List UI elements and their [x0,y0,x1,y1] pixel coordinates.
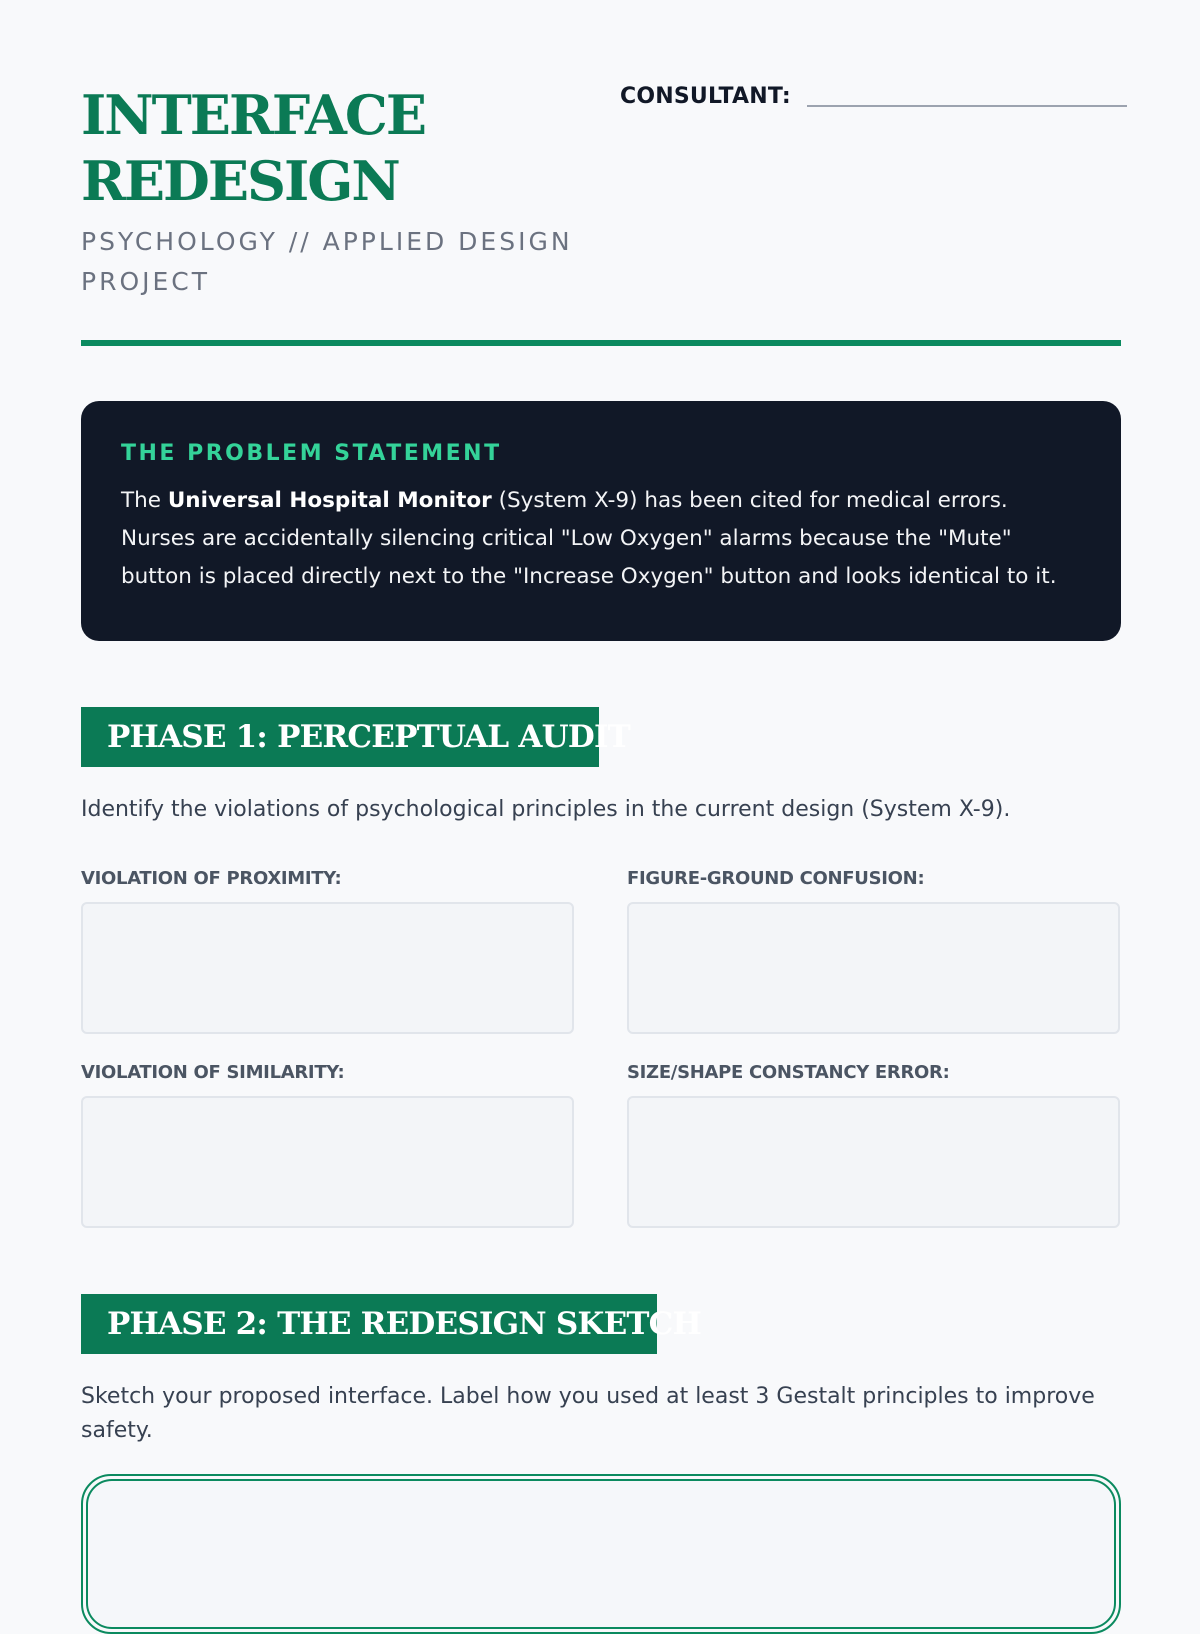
similarity-answer-box[interactable] [81,1096,574,1228]
figure-ground-answer-box[interactable] [627,902,1120,1034]
figure-ground-field [627,868,1120,1034]
constancy-answer-box[interactable] [627,1096,1120,1228]
constancy-field [627,1062,1120,1228]
title-line-1: INTERFACE [81,83,426,147]
problem-statement-text [121,482,1081,596]
sketch-area[interactable] [86,1479,1116,1629]
similarity-field [81,1062,574,1228]
page-title [81,82,481,214]
proximity-field [81,868,574,1034]
phase-2-title: PHASE 2: THE REDESIGN SKETCH [81,1294,657,1354]
problem-text-body: (System X-9) has been cited for medical errors. Nurses are accidentally silencing critical "Low Oxygen" alarms because the "Mute" button is placed directly next to the "Increase Oxygen" button and looks identical to it. [121,488,1057,589]
worksheet-page [81,0,1121,1443]
problem-text-device-name: Universal Hospital Monitor [167,488,492,513]
phase-1-title: PHASE 1: PERCEPTUAL AUDIT [81,707,599,767]
proximity-answer-box[interactable] [81,902,574,1034]
subtitle-line-2: PROJECT [81,267,211,296]
page-subtitle [81,222,611,302]
similarity-label: VIOLATION OF SIMILARITY: [81,1062,345,1083]
problem-statement-heading: THE PROBLEM STATEMENT [121,441,502,466]
consultant-label: CONSULTANT: [620,84,791,109]
header-divider [81,340,1121,346]
subtitle-line-1: PSYCHOLOGY // APPLIED DESIGN [81,227,573,256]
consultant-input[interactable] [807,105,1127,107]
phase-2-description: Sketch your proposed interface. Label how you used at least 3 Gestalt principles to improve safety. [81,1384,1095,1443]
constancy-label: SIZE/SHAPE CONSTANCY ERROR: [627,1062,950,1083]
problem-statement-card [81,401,1121,641]
problem-text-intro: The [121,488,168,513]
proximity-label: VIOLATION OF PROXIMITY: [81,868,342,889]
figure-ground-label: FIGURE-GROUND CONFUSION: [627,868,925,889]
consultant-field [620,84,1127,109]
worksheet-header [81,0,1121,340]
title-line-2: REDESIGN [81,149,399,213]
sketch-area-frame [81,1474,1121,1634]
phase-1-description: Identify the violations of psychological principles in the current design (System X-9). [81,797,1011,822]
